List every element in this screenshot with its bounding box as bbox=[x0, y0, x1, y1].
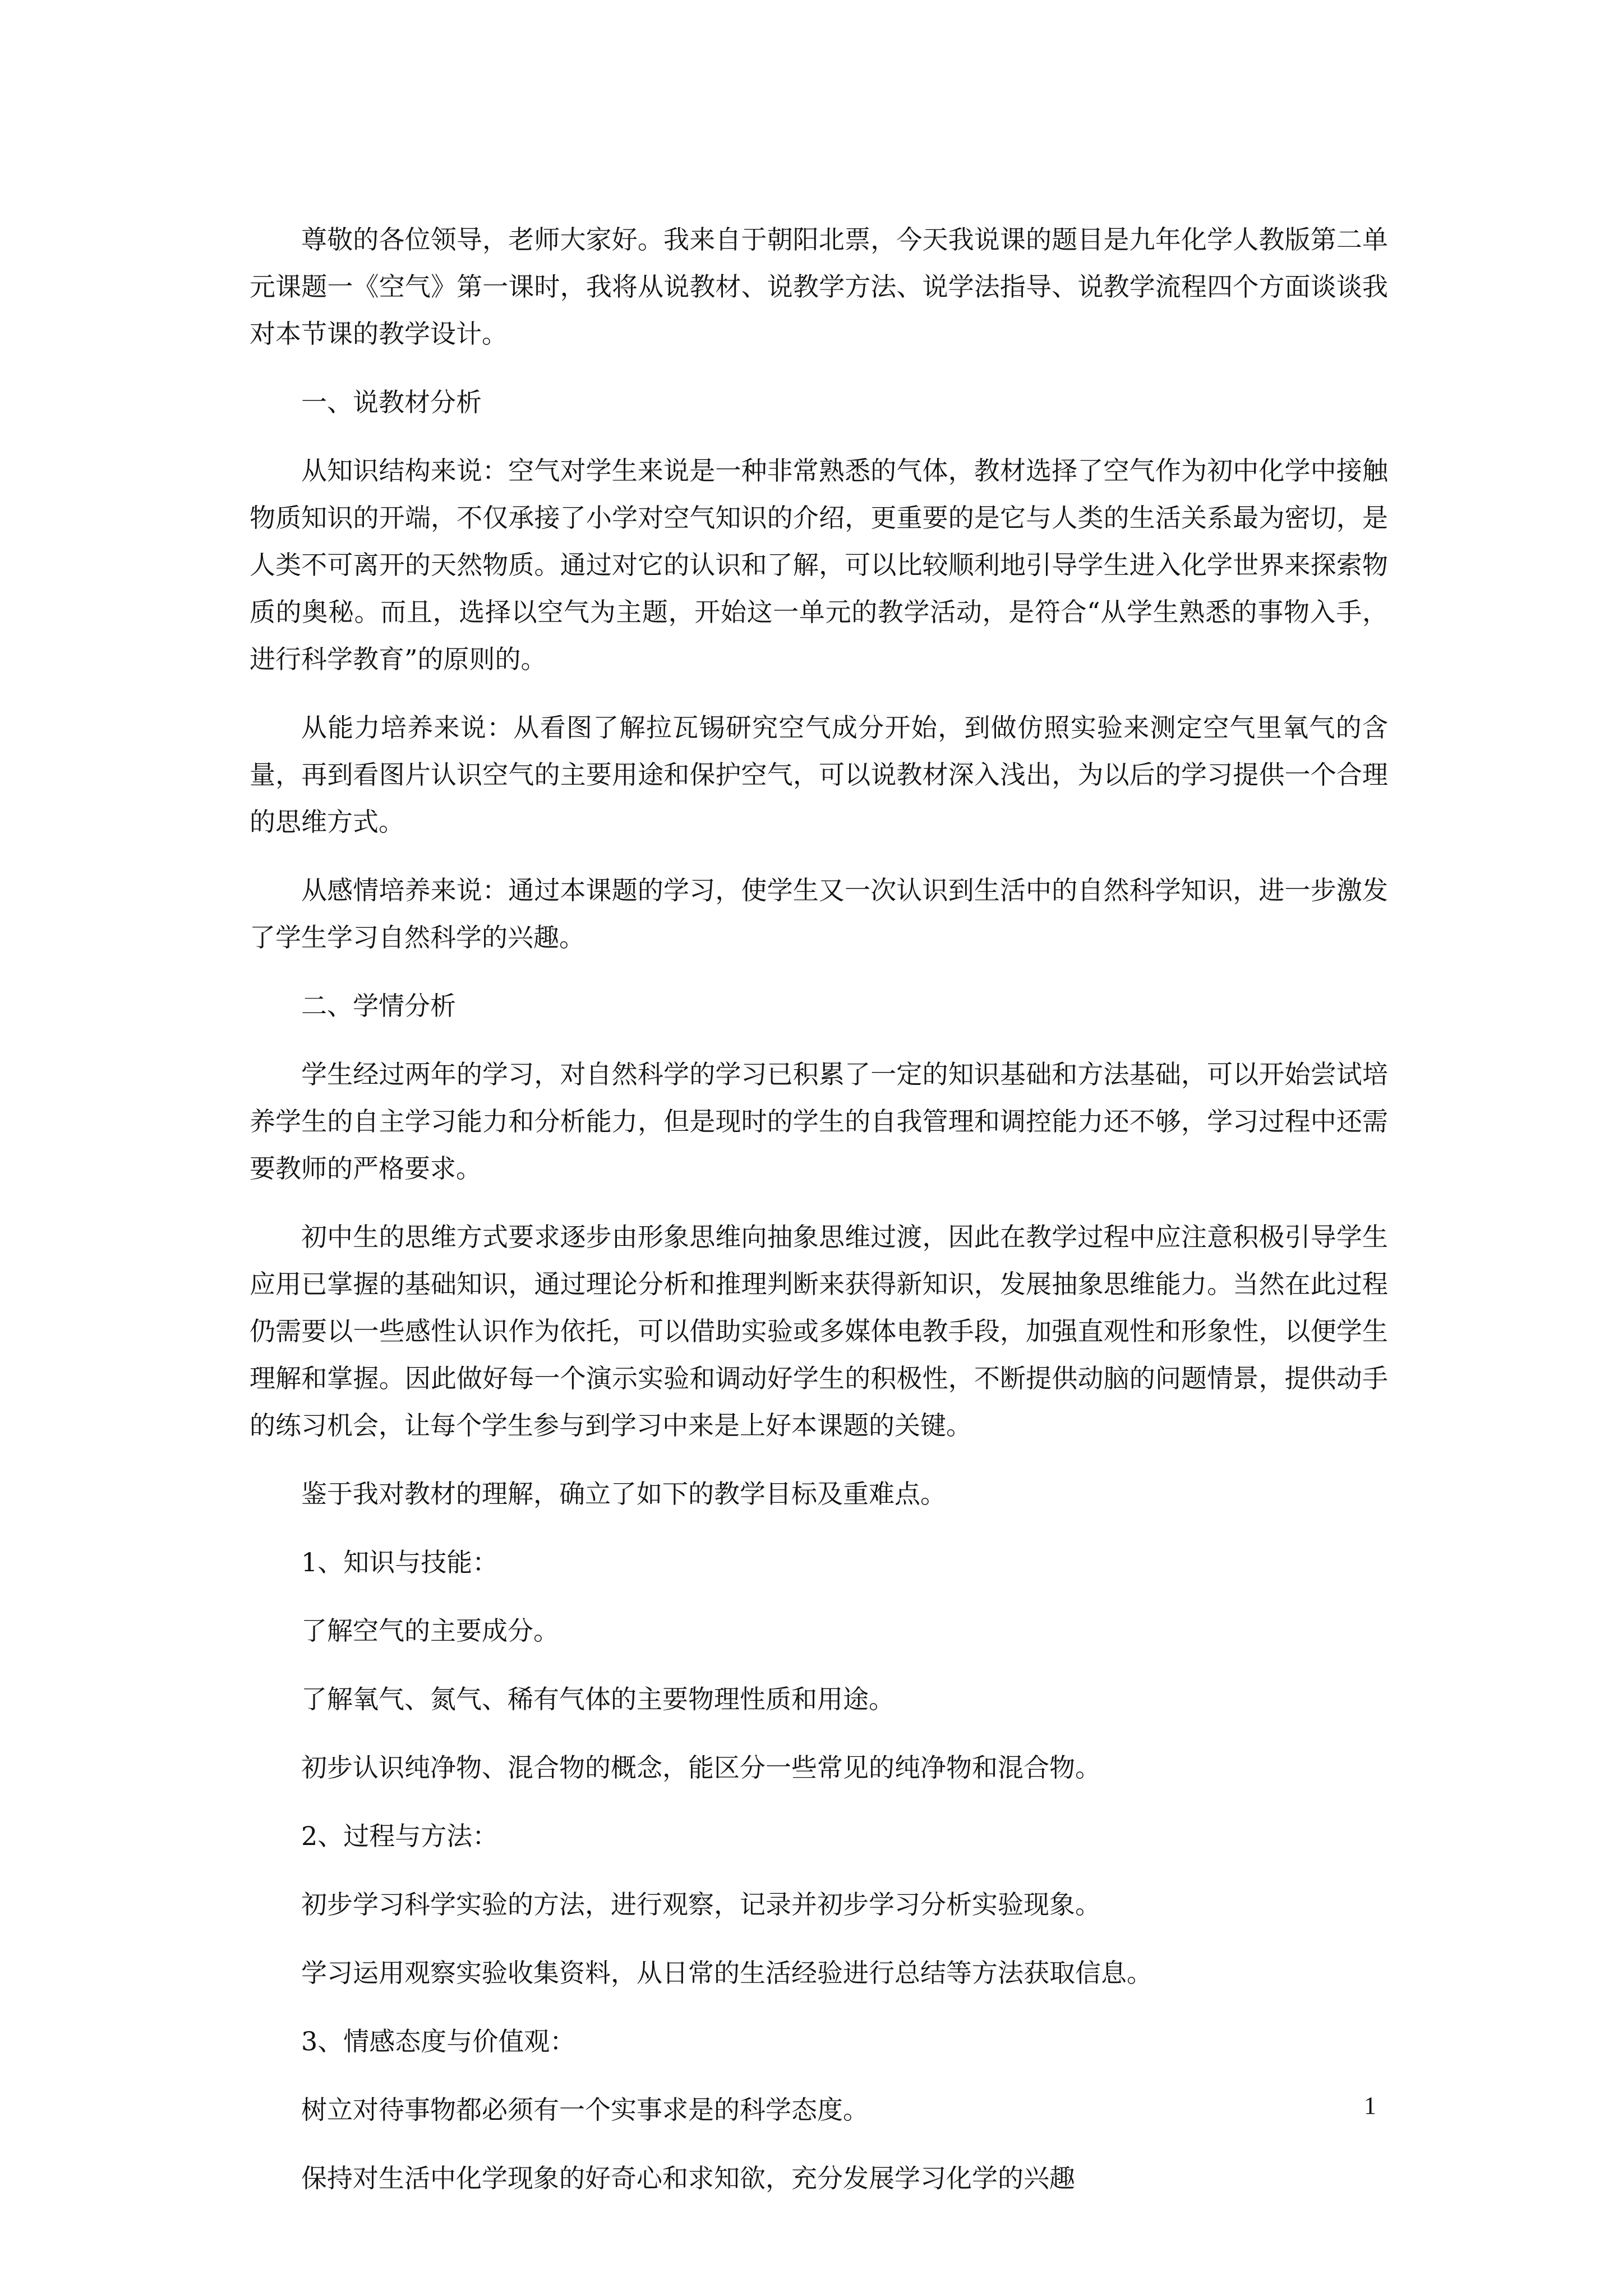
goal-process-item: 初步学习科学实验的方法，进行观察，记录并初步学习分析实验现象。 bbox=[301, 1889, 1101, 1920]
goal-process-method-heading: 2、过程与方法： bbox=[301, 1821, 499, 1851]
knowledge-structure-paragraph: 从知识结构来说：空气对学生来说是一种非常熟悉的气体，教材选择了空气作为初中化学中接触物质知识的开端，不仅承接了小学对空气知识的介绍，更重要的是它与人类的生活关系最为密切，是人类不可离开的天然物质。通过对它的认识和了解，可以比较顺利地引导学生进入化学世界来探索物质的奥秘。而且，选择以空气为主题，开始这一单元的教学活动，是符合“从学生熟悉的事物入手，进行科学教育”的原则的。 bbox=[250, 455, 1388, 674]
goal-knowledge-item: 了解氧气、氮气、稀有气体的主要物理性质和用途。 bbox=[301, 1684, 895, 1714]
document-body bbox=[250, 216, 1388, 2223]
goal-emotion-item: 保持对生活中化学现象的好奇心和求知欲，充分发展学习化学的兴趣 bbox=[301, 2163, 1075, 2193]
student-background-paragraph: 学生经过两年的学习，对自然科学的学习已积累了一定的知识基础和方法基础，可以开始尝试培养学生的自主学习能力和分析能力，但是现时的学生的自我管理和调控能力还不够，学习过程中还需要教师的严格要求。 bbox=[250, 1059, 1388, 1184]
goal-knowledge-item: 了解空气的主要成分。 bbox=[301, 1616, 559, 1646]
thinking-mode-paragraph: 初中生的思维方式要求逐步由形象思维向抽象思维过渡，因此在教学过程中应注意积极引导学生应用已掌握的基础知识，通过理论分析和推理判断来获得新知识，发展抽象思维能力。当然在此过程仍需要以一些感性认识作为依托，可以借助实验或多媒体电教手段，加强直观性和形象性，以便学生理解和掌握。因此做好每一个演示实验和调动好学生的积极性，不断提供动脑的问题情景，提供动手的练习机会，让每个学生参与到学习中来是上好本课题的关键。 bbox=[250, 1222, 1388, 1441]
section-heading-textbook-analysis: 一、说教材分析 bbox=[301, 387, 482, 417]
intro-paragraph: 尊敬的各位领导，老师大家好。我来自于朝阳北票，今天我说课的题目是九年化学人教版第二单元课题一《空气》第一课时，我将从说教材、说教学方法、说学法指导、说教学流程四个方面谈谈我对本节课的教学设计。 bbox=[250, 224, 1388, 349]
goal-process-item: 学习运用观察实验收集资料，从日常的生活经验进行总结等方法获取信息。 bbox=[301, 1958, 1152, 1988]
ability-training-paragraph: 从能力培养来说：从看图了解拉瓦锡研究空气成分开始，到做仿照实验来测定空气里氧气的含量，再到看图片认识空气的主要用途和保护空气，可以说教材深入浅出，为以后的学习提供一个合理的思维方式。 bbox=[250, 712, 1388, 837]
teaching-goals-intro-paragraph: 鉴于我对教材的理解，确立了如下的教学目标及重难点。 bbox=[301, 1479, 946, 1509]
emotion-training-paragraph: 从感情培养来说：通过本课题的学习，使学生又一次认识到生活中的自然科学知识，进一步激发了学生学习自然科学的兴趣。 bbox=[250, 875, 1388, 953]
page-number: 1 bbox=[1364, 2092, 1376, 2119]
goal-emotion-item: 树立对待事物都必须有一个实事求是的科学态度。 bbox=[301, 2095, 869, 2125]
goal-knowledge-skills-heading: 1、知识与技能： bbox=[301, 1547, 499, 1577]
goal-knowledge-item: 初步认识纯净物、混合物的概念，能区分一些常见的纯净物和混合物。 bbox=[301, 1752, 1101, 1783]
section-heading-student-analysis: 二、学情分析 bbox=[301, 991, 456, 1021]
goal-emotion-values-heading: 3、情感态度与价值观： bbox=[301, 2026, 576, 2056]
